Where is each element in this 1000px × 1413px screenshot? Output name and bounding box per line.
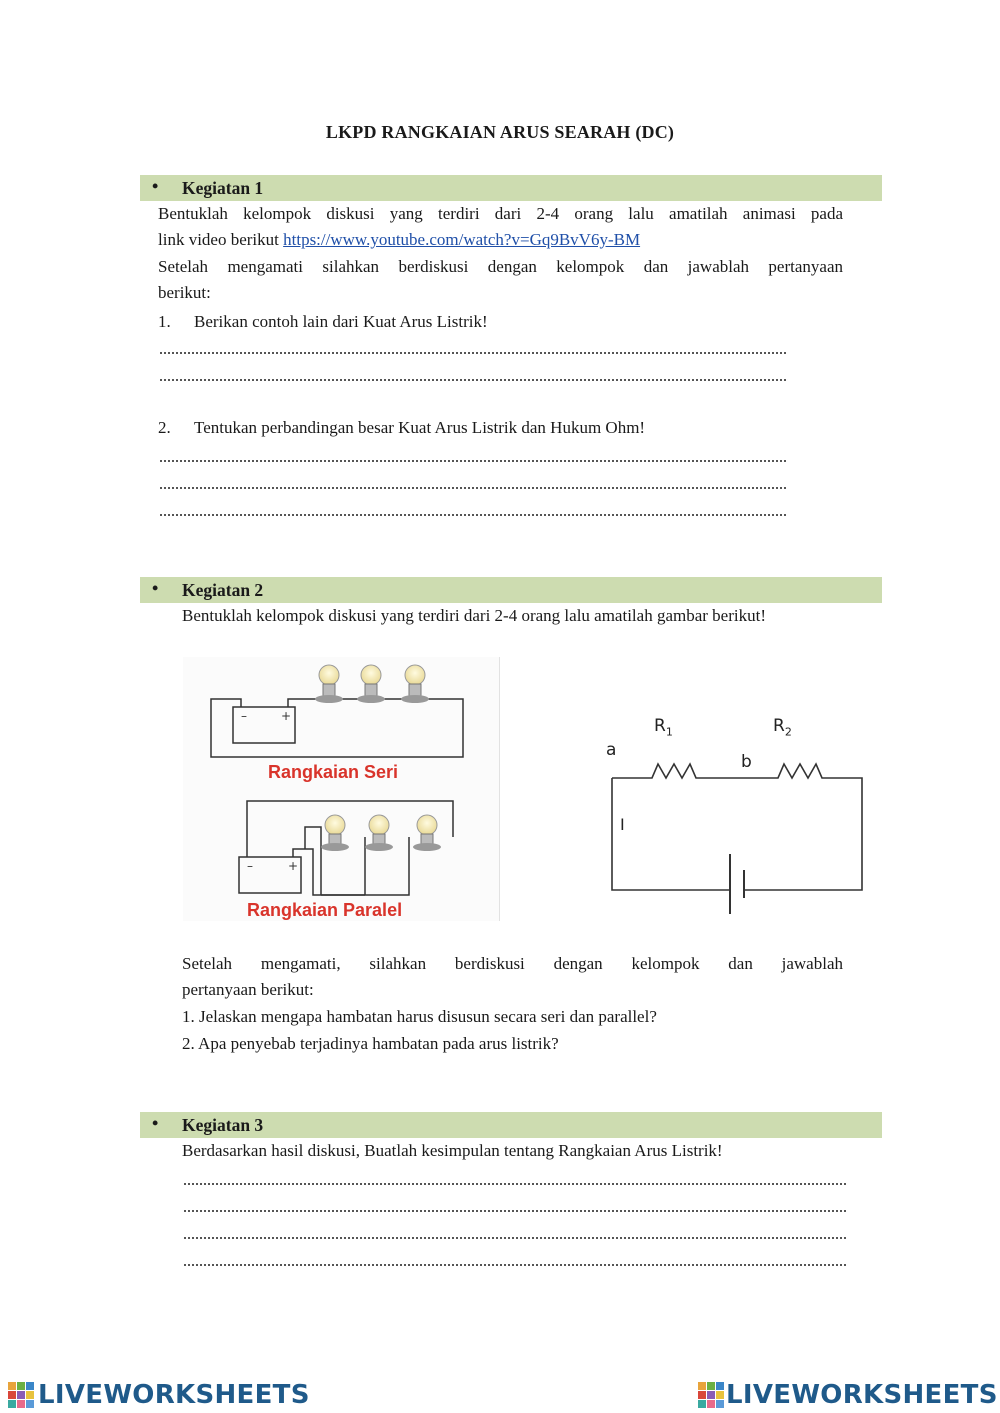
kegiatan-1-title: Kegiatan 1 [182,178,264,198]
k1-question-2-text: Tentukan perbandingan besar Kuat Arus Listrik dan Hukum Ohm! [194,418,646,437]
k1-instruction-line-1: Setelah mengamati silahkan berdiskusi dengan kelompok dan jawablah pertanyaan [158,257,843,276]
answer-line[interactable] [160,512,786,516]
k3-intro: Berdasarkan hasil diskusi, Buatlah kesimpulan tentang Rangkaian Arus Listrik! [182,1141,723,1160]
k1-question-1-text: Berikan contoh lain dari Kuat Arus Listrik! [194,312,488,331]
svg-text:+: + [281,709,292,723]
svg-text:–: – [241,709,247,723]
k1-question-1-number: 1. [158,312,171,331]
label-r1 [654,716,673,738]
parallel-bulbs [321,815,441,851]
answer-line[interactable] [160,458,786,462]
schematic-diagram [596,712,876,917]
label-node-b: b [741,752,752,772]
bullet-icon: • [152,176,159,196]
brand-left-text: LIVEWORKSHEETS [38,1380,310,1410]
label-rangkaian-seri: Rangkaian Seri [268,762,399,782]
kegiatan-3-title: Kegiatan 3 [182,1115,264,1135]
k2-after-line-2: pertanyaan berikut: [182,980,314,999]
brand-right [698,1380,998,1410]
resistor-circuit-schematic [596,712,876,917]
k1-question-2-number: 2. [158,418,171,437]
youtube-link[interactable]: https://www.youtube.com/watch?v=Gq9BvV6y-BM [283,230,641,249]
series-bulbs [315,665,429,703]
label-r1-letter: R [654,716,666,736]
k2-question-1: 1. Jelaskan mengapa hambatan harus disusun secara seri dan parallel? [182,1007,657,1026]
k2-after-line-1: Setelah mengamati, silahkan berdiskusi dengan kelompok dan jawablah [182,954,843,973]
k2-question-2: 2. Apa penyebab terjadinya hambatan pada arus listrik? [182,1034,559,1053]
kegiatan-3-header [140,1112,882,1138]
k1-paragraph-line-1: Bentuklah kelompok diskusi yang terdiri dari 2-4 orang lalu amatilah animasi pada [158,204,843,223]
label-rangkaian-paralel: Rangkaian Paralel [247,900,403,920]
label-r2-letter: R [773,716,785,736]
svg-text:+: + [288,859,299,873]
kegiatan-1-header [140,175,882,201]
k1-paragraph-line-2 [158,227,843,253]
k2-intro: Bentuklah kelompok diskusi yang terdiri dari 2-4 orang lalu amatilah gambar berikut! [182,606,766,625]
answer-line[interactable] [184,1181,846,1185]
label-r2 [773,716,792,738]
bullet-icon: • [152,578,159,598]
answer-line[interactable] [184,1208,846,1212]
kegiatan-2-title: Kegiatan 2 [182,580,264,600]
label-r2-subscript: 2 [784,725,792,739]
answer-line[interactable] [160,350,786,354]
label-r1-subscript: 1 [665,725,673,739]
brand-right-text: LIVEWORKSHEETS [726,1380,998,1410]
liveworksheets-logo-icon [698,1382,724,1408]
label-current-i: I [620,815,625,834]
k1-link-prefix: link video berikut [158,230,284,249]
page-title: LKPD RANGKAIAN ARUS SEARAH (DC) [325,122,675,142]
label-node-a: a [606,740,617,760]
k1-instruction-line-2: berikut: [158,283,211,302]
circuit-figure [183,657,500,921]
k1-question-2 [158,415,645,441]
answer-line[interactable] [184,1262,846,1266]
k1-question-1 [158,309,488,335]
kegiatan-2-header [140,577,882,603]
answer-line[interactable] [184,1235,846,1239]
series-parallel-illustration [183,657,499,921]
answer-line[interactable] [160,377,786,381]
answer-line[interactable] [160,485,786,489]
bullet-icon: • [152,1113,159,1133]
brand-left [8,1380,310,1410]
liveworksheets-logo-icon [8,1382,34,1408]
svg-text:–: – [247,859,253,873]
